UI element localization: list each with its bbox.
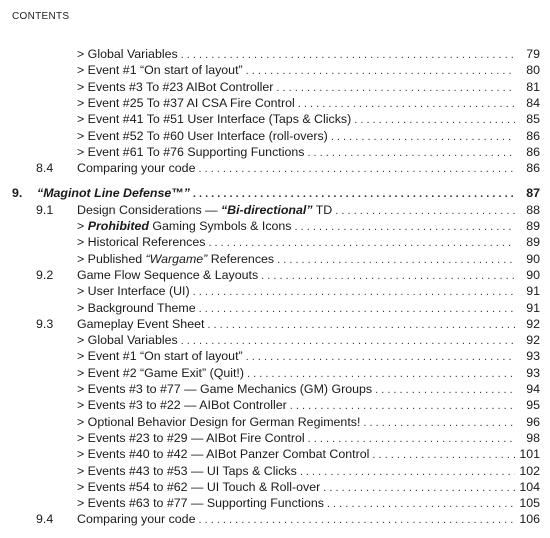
dot-leader bbox=[276, 79, 515, 96]
toc-chapter[interactable] bbox=[12, 185, 540, 201]
toc-section[interactable] bbox=[36, 202, 540, 218]
toc-title-part: Gameplay Event Sheet bbox=[77, 316, 205, 331]
toc-title bbox=[77, 144, 304, 160]
dot-leader bbox=[300, 463, 515, 480]
dot-leader bbox=[208, 234, 515, 251]
dot-leader bbox=[323, 479, 515, 496]
toc-subentry[interactable] bbox=[77, 79, 540, 95]
toc-title-part: References bbox=[207, 251, 275, 266]
toc-title-part: TD bbox=[312, 202, 333, 217]
toc-title-part: > Historical References bbox=[77, 235, 206, 250]
toc-page-number: 86 bbox=[526, 144, 540, 159]
toc-page-number: 95 bbox=[526, 398, 540, 413]
toc-subentry[interactable] bbox=[77, 62, 540, 78]
toc-title-part: Comparing your code bbox=[77, 161, 196, 176]
dot-leader bbox=[375, 381, 515, 398]
toc-title bbox=[77, 348, 243, 364]
toc-title-part: > Published bbox=[77, 251, 146, 266]
toc-title-part: > Event #2 “Game Exit” (Quit!) bbox=[77, 365, 244, 380]
toc-title-part: > Events #54 to #62 — UI Touch & Roll-over bbox=[77, 479, 321, 494]
dot-leader bbox=[372, 446, 515, 463]
dot-leader bbox=[198, 511, 515, 528]
dot-leader bbox=[193, 283, 515, 300]
toc-title-part: > User Interface (UI) bbox=[77, 284, 190, 299]
toc-page-number: 80 bbox=[526, 63, 540, 78]
toc-title-part: > Events #23 to #29 — AIBot Fire Control bbox=[77, 430, 305, 445]
toc-subentry[interactable] bbox=[77, 479, 540, 495]
dot-leader bbox=[331, 128, 515, 145]
toc-number: 9.1 bbox=[36, 202, 54, 217]
toc-title bbox=[77, 46, 178, 62]
toc-page-number: 91 bbox=[526, 300, 540, 315]
toc-title-part: Prohibited bbox=[87, 219, 149, 233]
toc-page-number: 92 bbox=[526, 333, 540, 348]
page-header: CONTENTS bbox=[12, 11, 70, 22]
toc-subentry[interactable] bbox=[77, 446, 540, 462]
toc-page-number: 105 bbox=[519, 496, 540, 511]
toc-title bbox=[77, 511, 195, 527]
dot-leader bbox=[354, 111, 515, 128]
toc-title-part: > Event #41 To #51 User Interface (Taps & Clicks) bbox=[77, 112, 352, 127]
toc-page-number: 89 bbox=[526, 219, 540, 233]
toc-page-number: 98 bbox=[526, 430, 540, 445]
toc-title bbox=[77, 111, 351, 127]
toc-subentry[interactable] bbox=[77, 397, 540, 413]
toc-title-part: > Event #1 “On start of layout” bbox=[77, 349, 243, 364]
toc-title-part: > Events #3 to #22 — AIBot Controller bbox=[77, 398, 287, 413]
dot-leader bbox=[246, 62, 515, 79]
toc-number: 9. bbox=[12, 186, 23, 201]
toc-title-part: > Event #1 “On start of layout” bbox=[77, 63, 243, 78]
toc-title-part: > Events #43 to #53 — UI Taps & Clicks bbox=[77, 463, 297, 478]
toc-title bbox=[77, 283, 190, 299]
toc-number: 9.3 bbox=[36, 316, 54, 331]
toc-page-number: 86 bbox=[526, 161, 540, 176]
dot-leader bbox=[335, 202, 515, 219]
toc-title-part: > Events #3 To #23 AIBot Controller bbox=[77, 79, 274, 94]
toc-page-number: 102 bbox=[519, 463, 540, 478]
toc-page-number: 106 bbox=[519, 512, 540, 527]
toc-title bbox=[37, 185, 190, 201]
toc-title bbox=[77, 316, 204, 332]
dot-leader bbox=[298, 95, 515, 112]
toc-page-number: 93 bbox=[526, 365, 540, 380]
toc-title bbox=[77, 479, 320, 495]
toc-title bbox=[77, 218, 292, 234]
toc-page-number: 87 bbox=[526, 186, 540, 201]
toc-page-number: 84 bbox=[526, 95, 540, 110]
toc-subentry[interactable] bbox=[77, 300, 540, 316]
toc-subentry[interactable] bbox=[77, 111, 540, 127]
dot-leader bbox=[199, 300, 515, 317]
toc-page-number: 90 bbox=[526, 251, 540, 266]
toc-title bbox=[77, 95, 295, 111]
toc-title-part: > Events #3 to #77 — Game Mechanics (GM) Groups bbox=[77, 382, 373, 396]
toc-title bbox=[77, 430, 305, 446]
toc-title-part: > Optional Behavior Design for German Regiments! bbox=[77, 414, 361, 429]
toc-subentry[interactable] bbox=[77, 46, 540, 62]
toc-title bbox=[77, 446, 369, 462]
toc-title-part: Gaming Symbols & Icons bbox=[148, 219, 292, 233]
toc-title bbox=[77, 365, 244, 381]
toc-title-part: “Bi-directional” bbox=[220, 202, 313, 217]
dot-leader bbox=[246, 348, 515, 365]
dot-leader bbox=[247, 365, 515, 382]
dot-leader bbox=[308, 430, 515, 447]
toc-subentry[interactable] bbox=[77, 381, 540, 397]
toc-page-number: 85 bbox=[526, 112, 540, 127]
toc-title-part: > Events #63 to #77 — Supporting Functions bbox=[77, 496, 324, 511]
toc-page-number: 88 bbox=[526, 202, 540, 217]
toc-subentry[interactable] bbox=[77, 128, 540, 144]
toc-subentry[interactable] bbox=[77, 430, 540, 446]
toc-subentry[interactable] bbox=[77, 218, 540, 234]
toc-title bbox=[77, 414, 360, 430]
toc-subentry[interactable] bbox=[77, 348, 540, 364]
toc-title bbox=[77, 234, 205, 250]
toc-number: 9.4 bbox=[36, 512, 54, 527]
dot-leader bbox=[181, 46, 515, 63]
toc-title bbox=[77, 495, 324, 511]
dot-leader bbox=[193, 185, 515, 202]
toc-title bbox=[77, 251, 274, 267]
toc-page-number: 96 bbox=[526, 414, 540, 429]
toc-page-number: 79 bbox=[526, 47, 540, 61]
dot-leader bbox=[307, 144, 515, 161]
toc-page-number: 94 bbox=[526, 382, 540, 396]
toc-title bbox=[77, 397, 287, 413]
toc-page-number: 89 bbox=[526, 235, 540, 250]
toc-title bbox=[77, 202, 332, 218]
toc-subentry[interactable] bbox=[77, 251, 540, 267]
toc-title-part: “Wargame” bbox=[145, 251, 208, 266]
toc-page-number: 81 bbox=[526, 79, 540, 94]
toc-subentry[interactable] bbox=[77, 365, 540, 381]
toc-title bbox=[77, 62, 243, 78]
toc-subentry[interactable] bbox=[77, 414, 540, 430]
toc-page-number: 101 bbox=[519, 447, 540, 462]
toc-title bbox=[77, 300, 196, 316]
toc-title-part: “Maginot Line Defense™” bbox=[37, 186, 190, 201]
toc-title bbox=[77, 128, 328, 144]
toc-title bbox=[77, 79, 273, 95]
dot-leader bbox=[181, 332, 515, 349]
toc-title bbox=[77, 381, 372, 397]
toc-section[interactable] bbox=[36, 316, 540, 332]
dot-leader bbox=[295, 218, 516, 235]
toc-page-number: 90 bbox=[526, 267, 540, 282]
toc-number: 9.2 bbox=[36, 267, 54, 282]
dot-leader bbox=[277, 251, 515, 268]
toc-subentry[interactable] bbox=[77, 463, 540, 479]
dot-leader bbox=[198, 160, 515, 177]
toc-subentry[interactable] bbox=[77, 283, 540, 299]
toc-title-part: > Events #40 to #42 — AIBot Panzer Combat Control bbox=[77, 447, 370, 462]
toc-section[interactable] bbox=[36, 160, 540, 176]
dot-leader bbox=[363, 414, 515, 431]
toc-page-number: 86 bbox=[526, 128, 540, 143]
toc-subentry[interactable] bbox=[77, 495, 540, 511]
toc-title-part: Comparing your code bbox=[77, 512, 196, 527]
toc-page-number: 104 bbox=[519, 479, 540, 494]
toc-title-part: Design Considerations — bbox=[77, 202, 221, 217]
toc-section[interactable] bbox=[36, 511, 540, 527]
toc-title bbox=[77, 463, 297, 479]
toc-title-part: > Global Variables bbox=[77, 47, 178, 61]
toc-title-part: > Global Variables bbox=[77, 333, 178, 348]
toc-section[interactable] bbox=[36, 267, 540, 283]
toc-subentry[interactable] bbox=[77, 332, 540, 348]
toc-title-part: > Event #52 To #60 User Interface (roll-overs) bbox=[77, 128, 328, 143]
dot-leader bbox=[327, 495, 515, 512]
toc-title-part: > Event #25 To #37 AI CSA Fire Control bbox=[77, 95, 295, 110]
toc-subentry[interactable] bbox=[77, 95, 540, 111]
toc-title-part: > Event #61 To #76 Supporting Functions bbox=[77, 144, 305, 159]
toc-number: 8.4 bbox=[36, 161, 54, 176]
dot-leader bbox=[290, 397, 515, 414]
toc-title-part: Game Flow Sequence & Layouts bbox=[77, 267, 259, 282]
toc-page-number: 91 bbox=[526, 284, 540, 299]
toc-title-part: > Background Theme bbox=[77, 300, 196, 315]
dot-leader bbox=[261, 267, 515, 284]
toc-page-number: 92 bbox=[526, 316, 540, 331]
toc-title-part: > bbox=[77, 219, 88, 233]
dot-leader bbox=[207, 316, 515, 333]
toc-subentry[interactable] bbox=[77, 234, 540, 250]
toc-title bbox=[77, 332, 178, 348]
toc-subentry[interactable] bbox=[77, 144, 540, 160]
toc-title bbox=[77, 267, 258, 283]
toc-title bbox=[77, 160, 195, 176]
toc-page-number: 93 bbox=[526, 349, 540, 364]
